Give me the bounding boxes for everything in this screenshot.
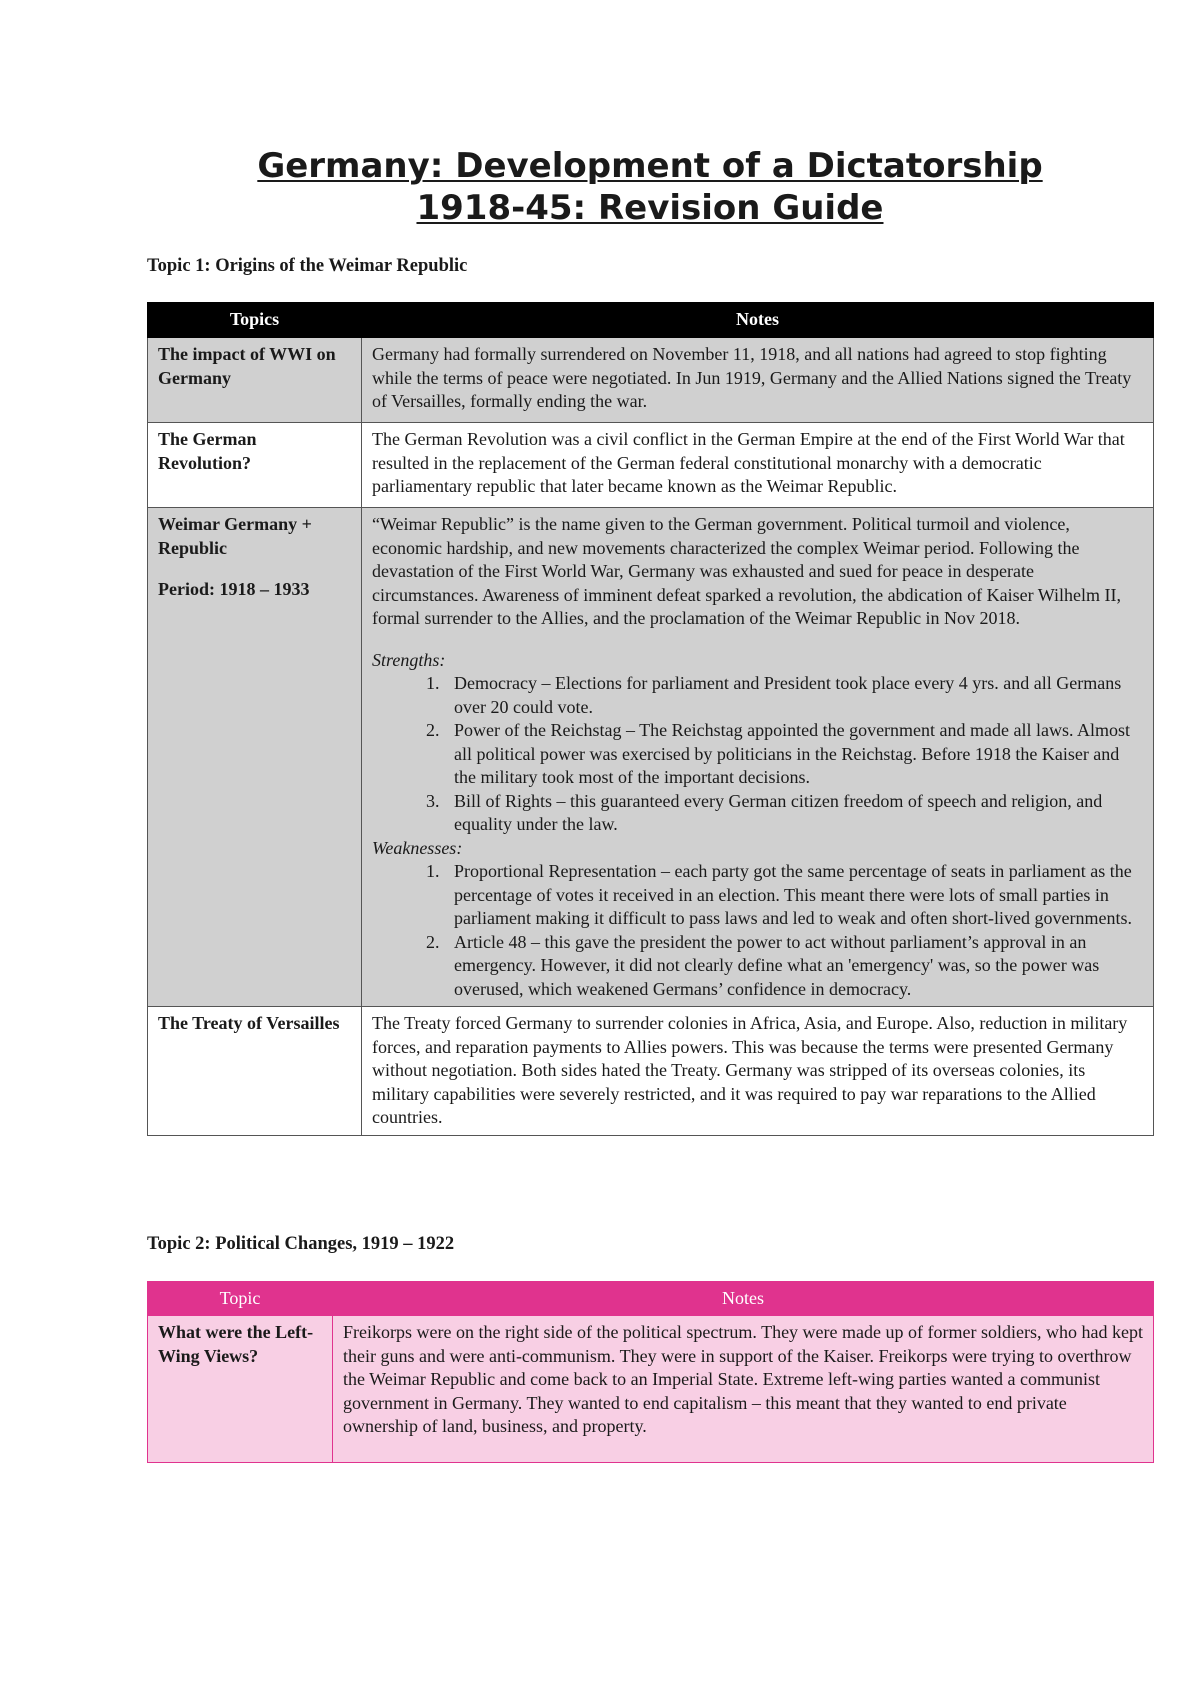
- row-notes: Germany had formally surrendered on November 11, 1918, and all nations had agreed to stop fighting while the terms of peace were negotiated. In Jun 1919, Germany and the Allied Nations signed the Treaty of Versailles, formally ending the war.: [362, 338, 1154, 423]
- list-item: 2. Article 48 – this gave the president the power to act without parliament’s approval in an emergency. However, it did not clearly define what an 'emergency' was, so the power was overused, which weakened Germans’ confidence in democracy.: [444, 931, 1143, 1002]
- weaknesses-label: Weaknesses:: [372, 837, 463, 858]
- column-header-topics: Topics: [148, 303, 362, 338]
- period-label: Period: 1918 – 1933: [158, 579, 310, 599]
- title-line-1: Germany: Development of a Dictatorship: [257, 146, 1043, 186]
- table-header-row: [148, 303, 1154, 338]
- weaknesses-list: [372, 860, 1143, 1001]
- row-topic: The impact of WWI on Germany: [148, 338, 362, 423]
- document-title: [147, 145, 1153, 229]
- table-row: [148, 338, 1154, 423]
- row-notes: Freikorps were on the right side of the political spectrum. They were made up of former soldiers, who had kept their guns and were anti-communism. They were in support of the Kaiser. Freikorps were trying to overthrow the Weimar Republic and come back to an Imperial State. Extreme left-wing parties wanted a communist government in Germany. They wanted to end capitalism – this meant that they wanted to end private ownership of land, business, and property.: [333, 1316, 1154, 1463]
- list-item: 3. Bill of Rights – this guaranteed every German citizen freedom of speech and religion, and equality under the law.: [444, 790, 1143, 837]
- table-row: [148, 508, 1154, 1007]
- row-notes: The German Revolution was a civil conflict in the German Empire at the end of the First World War that resulted in the replacement of the German federal constitutional monarchy with a democratic parliamentary republic that later became known as the Weimar Republic.: [362, 423, 1154, 508]
- row-notes: “Weimar Republic” is the name given to the German government. Political turmoil and violence, economic hardship, and new movements characterized the complex Weimar period. Following the devastation of the First World War, Germany was exhausted and sued for peace in desperate circumstances. Awareness of imminent defeat sparked a revolution, the abdication of Kaiser Wilhelm II, formal surrender to the Allies, and the proclamation of the Weimar Republic in Nov 2018.: [372, 514, 1122, 628]
- row-topic-cell: [148, 508, 362, 1007]
- topic-1-heading: Topic 1: Origins of the Weimar Republic: [147, 256, 468, 276]
- table-header-row: [148, 1282, 1154, 1316]
- row-notes-cell: [362, 508, 1154, 1007]
- row-topic: The Treaty of Versailles: [148, 1007, 362, 1136]
- strengths-label: Strengths:: [372, 649, 446, 670]
- row-topic: The German Revolution?: [148, 423, 362, 508]
- row-topic: Weimar Germany + Republic: [158, 514, 312, 558]
- strengths-list: [372, 672, 1143, 837]
- column-header-notes: Notes: [362, 303, 1154, 338]
- column-header-notes: Notes: [333, 1282, 1154, 1316]
- row-notes: The Treaty forced Germany to surrender colonies in Africa, Asia, and Europe. Also, reduction in military forces, and reparation payments to Allies powers. This was because the terms were presented Germany without negotiation. Both sides hated the Treaty. Germany was stripped of its overseas colonies, its military capabilities were severely restricted, and it was required to pay war reparations to the Allied countries.: [362, 1007, 1154, 1136]
- topic-2-table: [147, 1281, 1154, 1463]
- list-item: 1. Proportional Representation – each party got the same percentage of seats in parliament as the percentage of votes it received in an election. This meant there were lots of small parties in parliament making it difficult to pass laws and led to weak and often short-lived governments.: [444, 860, 1143, 931]
- title-line-2: 1918-45: Revision Guide: [416, 188, 884, 228]
- topic-2-heading: Topic 2: Political Changes, 1919 – 1922: [147, 1234, 455, 1254]
- table-row: [148, 423, 1154, 508]
- row-topic: What were the Left-Wing Views?: [148, 1316, 333, 1463]
- table-row: [148, 1007, 1154, 1136]
- table-row: [148, 1316, 1154, 1463]
- list-item: 1. Democracy – Elections for parliament and President took place every 4 yrs. and all Germans over 20 could vote.: [444, 672, 1143, 719]
- list-item: 2. Power of the Reichstag – The Reichstag appointed the government and made all laws. Almost all political power was exercised by politicians in the Reichstag. Before 1918 the Kaiser and the military took most of the important decisions.: [444, 719, 1143, 790]
- column-header-topic: Topic: [148, 1282, 333, 1316]
- topic-1-table: [147, 302, 1154, 1136]
